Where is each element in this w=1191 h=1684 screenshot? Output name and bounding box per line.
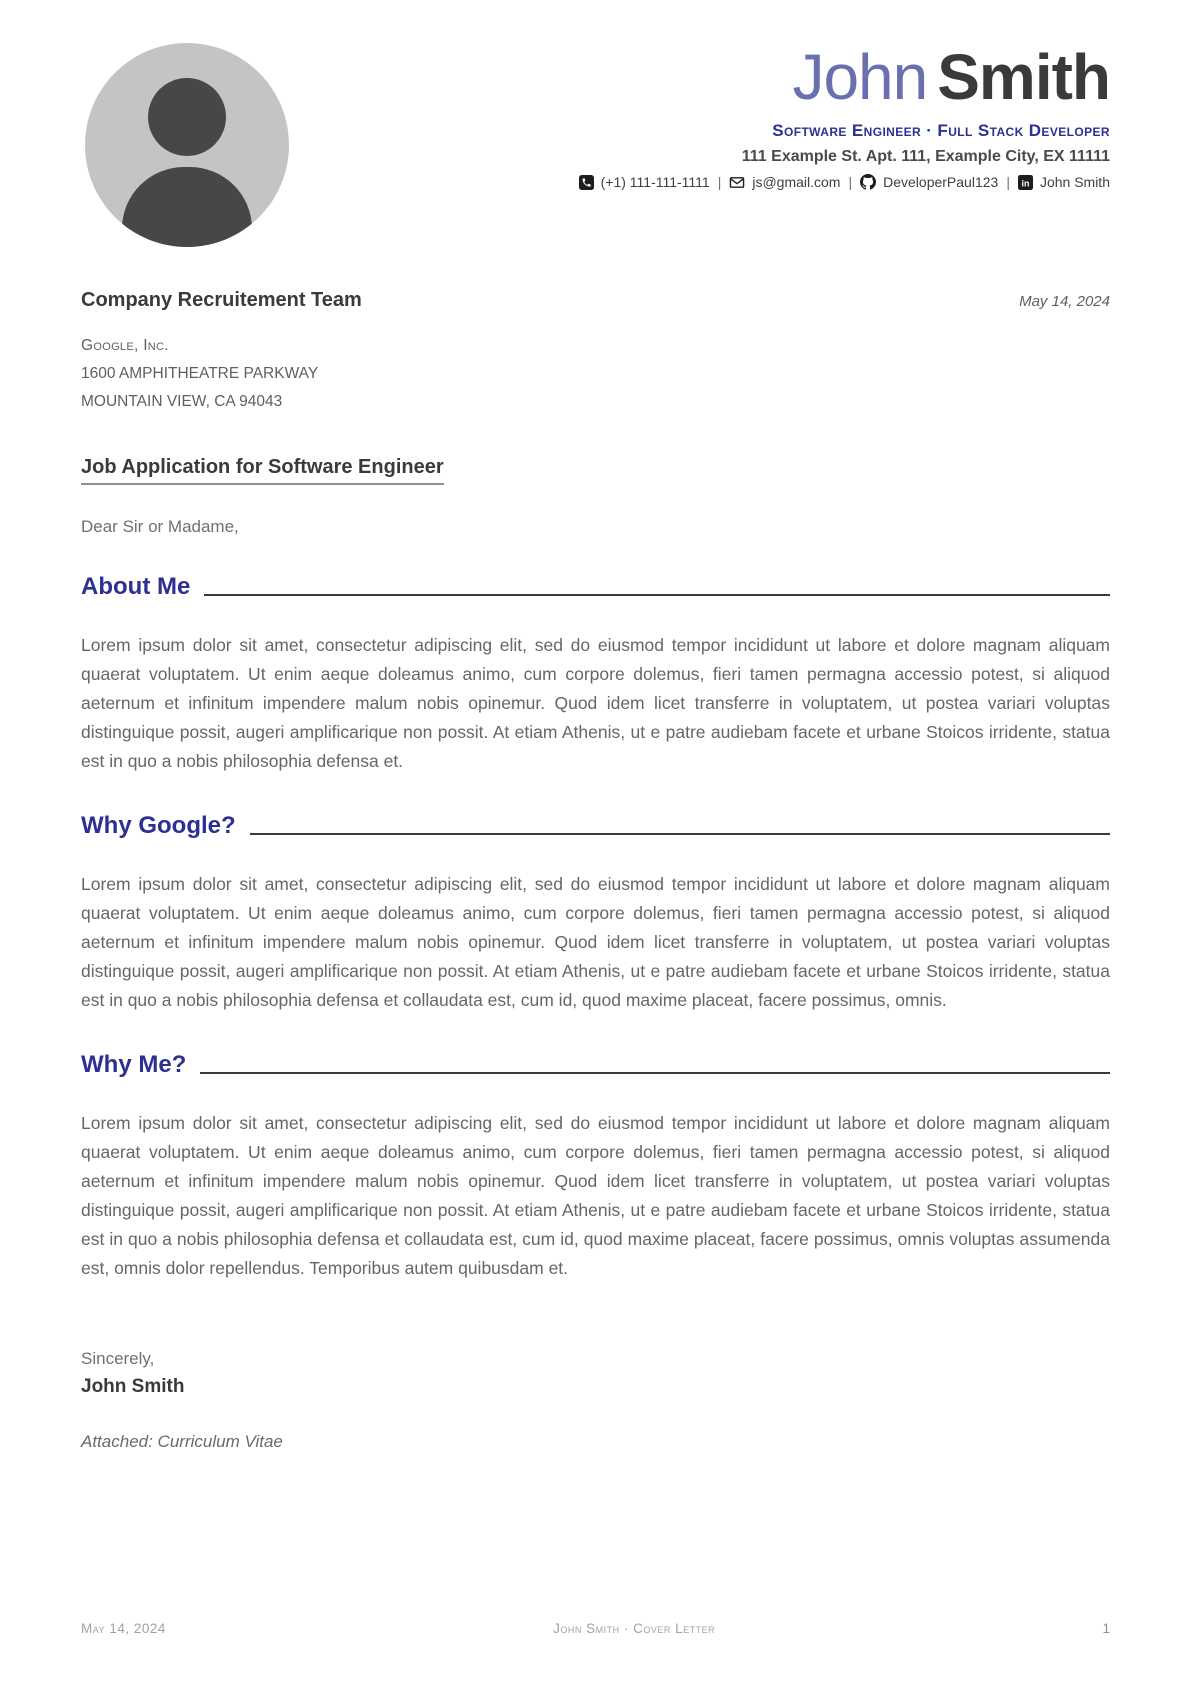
linkedin-name[interactable]: John Smith bbox=[1039, 174, 1110, 190]
attachment-note: Attached: Curriculum Vitae bbox=[81, 1432, 283, 1451]
profile-photo-placeholder bbox=[85, 43, 289, 247]
position-title: Software Engineer · Full Stack Developer bbox=[772, 121, 1110, 140]
company-name: Google, Inc. bbox=[81, 337, 169, 354]
contact-line bbox=[579, 174, 1110, 190]
section-why-me bbox=[81, 1051, 1110, 1283]
section-about-me bbox=[81, 573, 1110, 776]
closing-block bbox=[81, 1349, 1110, 1398]
section-header bbox=[81, 812, 1110, 840]
linkedin-icon bbox=[1018, 175, 1033, 190]
contact-separator: | bbox=[848, 174, 853, 190]
footer-title: John Smith · Cover Letter bbox=[553, 1621, 716, 1636]
contact-separator: | bbox=[1006, 174, 1010, 190]
section-rule bbox=[200, 1072, 1110, 1074]
street-address: 111 Example St. Apt. 111, Example City, EX 11111 bbox=[741, 148, 1110, 165]
envelope-icon bbox=[729, 175, 745, 190]
github-username[interactable]: DeveloperPaul123 bbox=[883, 174, 999, 190]
valediction: Sincerely, bbox=[81, 1349, 155, 1368]
section-header bbox=[81, 1051, 1110, 1079]
salutation: Dear Sir or Madame, bbox=[81, 517, 239, 536]
company-address-block bbox=[81, 332, 1110, 416]
section-header bbox=[81, 573, 1110, 601]
company-address-line: MOUNTAIN VIEW, CA 94043 bbox=[81, 393, 283, 410]
github-icon bbox=[860, 174, 876, 190]
recipient-row bbox=[81, 289, 1110, 312]
footer-page-number: 1 bbox=[1102, 1621, 1110, 1636]
email-address[interactable]: js@gmail.com bbox=[752, 174, 841, 190]
avatar-head-shape bbox=[148, 78, 226, 156]
section-title: About Me bbox=[81, 573, 191, 600]
svg-text:in: in bbox=[1021, 177, 1030, 188]
full-name bbox=[579, 41, 1110, 113]
section-body: Lorem ipsum dolor sit amet, consectetur adipiscing elit, sed do eiusmod tempor incididunt ut labore et dolore magnam aliquam quaerat voluptatem. Ut enim aeque doleamus animo, cum corpore dolemus, fieri tamen permagna accessio potest, si aliquod aeternum et infinitum impendere malum nobis opinemur. Quod idem licet transferre in voluptatem, ut postea variari voluptas distinguique possit, augeri amplificarique non possit. At etiam Athenis, ut e patre audiebam facete et urbane Stoicos irridente, statua est in quo a nobis philosophia defensa et. bbox=[81, 635, 1110, 771]
section-rule bbox=[204, 594, 1110, 596]
first-name: John bbox=[792, 41, 928, 113]
company-address-line: 1600 AMPHITHEATRE PARKWAY bbox=[81, 365, 319, 382]
phone-square-icon bbox=[579, 175, 594, 190]
section-why-google bbox=[81, 812, 1110, 1015]
footer-date: May 14, 2024 bbox=[81, 1621, 166, 1636]
phone-number[interactable]: (+1) 111-111-1111 bbox=[600, 174, 710, 190]
section-rule bbox=[250, 833, 1110, 835]
letter-date: May 14, 2024 bbox=[1019, 293, 1110, 310]
section-title: Why Google? bbox=[81, 812, 236, 839]
section-body: Lorem ipsum dolor sit amet, consectetur adipiscing elit, sed do eiusmod tempor incididunt ut labore et dolore magnam aliquam quaerat voluptatem. Ut enim aeque doleamus animo, cum corpore dolemus, fieri tamen permagna accessio potest, si aliquod aeternum et infinitum impendere malum nobis opinemur. Quod idem licet transferre in voluptatem, ut postea variari voluptas distinguique possit, augeri amplificarique non possit. At etiam Athenis, ut e patre audiebam facete et urbane Stoicos irridente, statua est in quo a nobis philosophia defensa et collaudata est, cum id, quod maxime placeat, facere possimus, omnis. bbox=[81, 874, 1110, 1010]
section-title: Why Me? bbox=[81, 1051, 187, 1078]
contact-separator: | bbox=[717, 174, 722, 190]
page-footer bbox=[81, 1621, 1110, 1636]
last-name: Smith bbox=[937, 41, 1110, 113]
header-identity bbox=[579, 43, 1110, 190]
recipient-name: Company Recruitement Team bbox=[81, 289, 362, 311]
section-body: Lorem ipsum dolor sit amet, consectetur adipiscing elit, sed do eiusmod tempor incididunt ut labore et dolore magnam aliquam quaerat voluptatem. Ut enim aeque doleamus animo, cum corpore dolemus, fieri tamen permagna accessio potest, si aliquod aeternum et infinitum impendere malum nobis opinemur. Quod idem licet transferre in voluptatem, ut postea variari voluptas distinguique possit, augeri amplificarique non possit. At etiam Athenis, ut e patre audiebam facete et urbane Stoicos irridente, statua est in quo a nobis philosophia defensa et collaudata est, cum id, quod maxime placeat, facere possimus, omnis voluptas assumenda est, omnis dolor repellendus. Temporibus autem quibusdam et. bbox=[81, 1113, 1110, 1278]
header bbox=[0, 0, 1191, 247]
avatar-torso-shape bbox=[122, 167, 252, 247]
letter-subject-text: Job Application for Software Engineer bbox=[81, 456, 444, 485]
letter-subject bbox=[81, 456, 1110, 485]
signature-name: John Smith bbox=[81, 1376, 185, 1397]
